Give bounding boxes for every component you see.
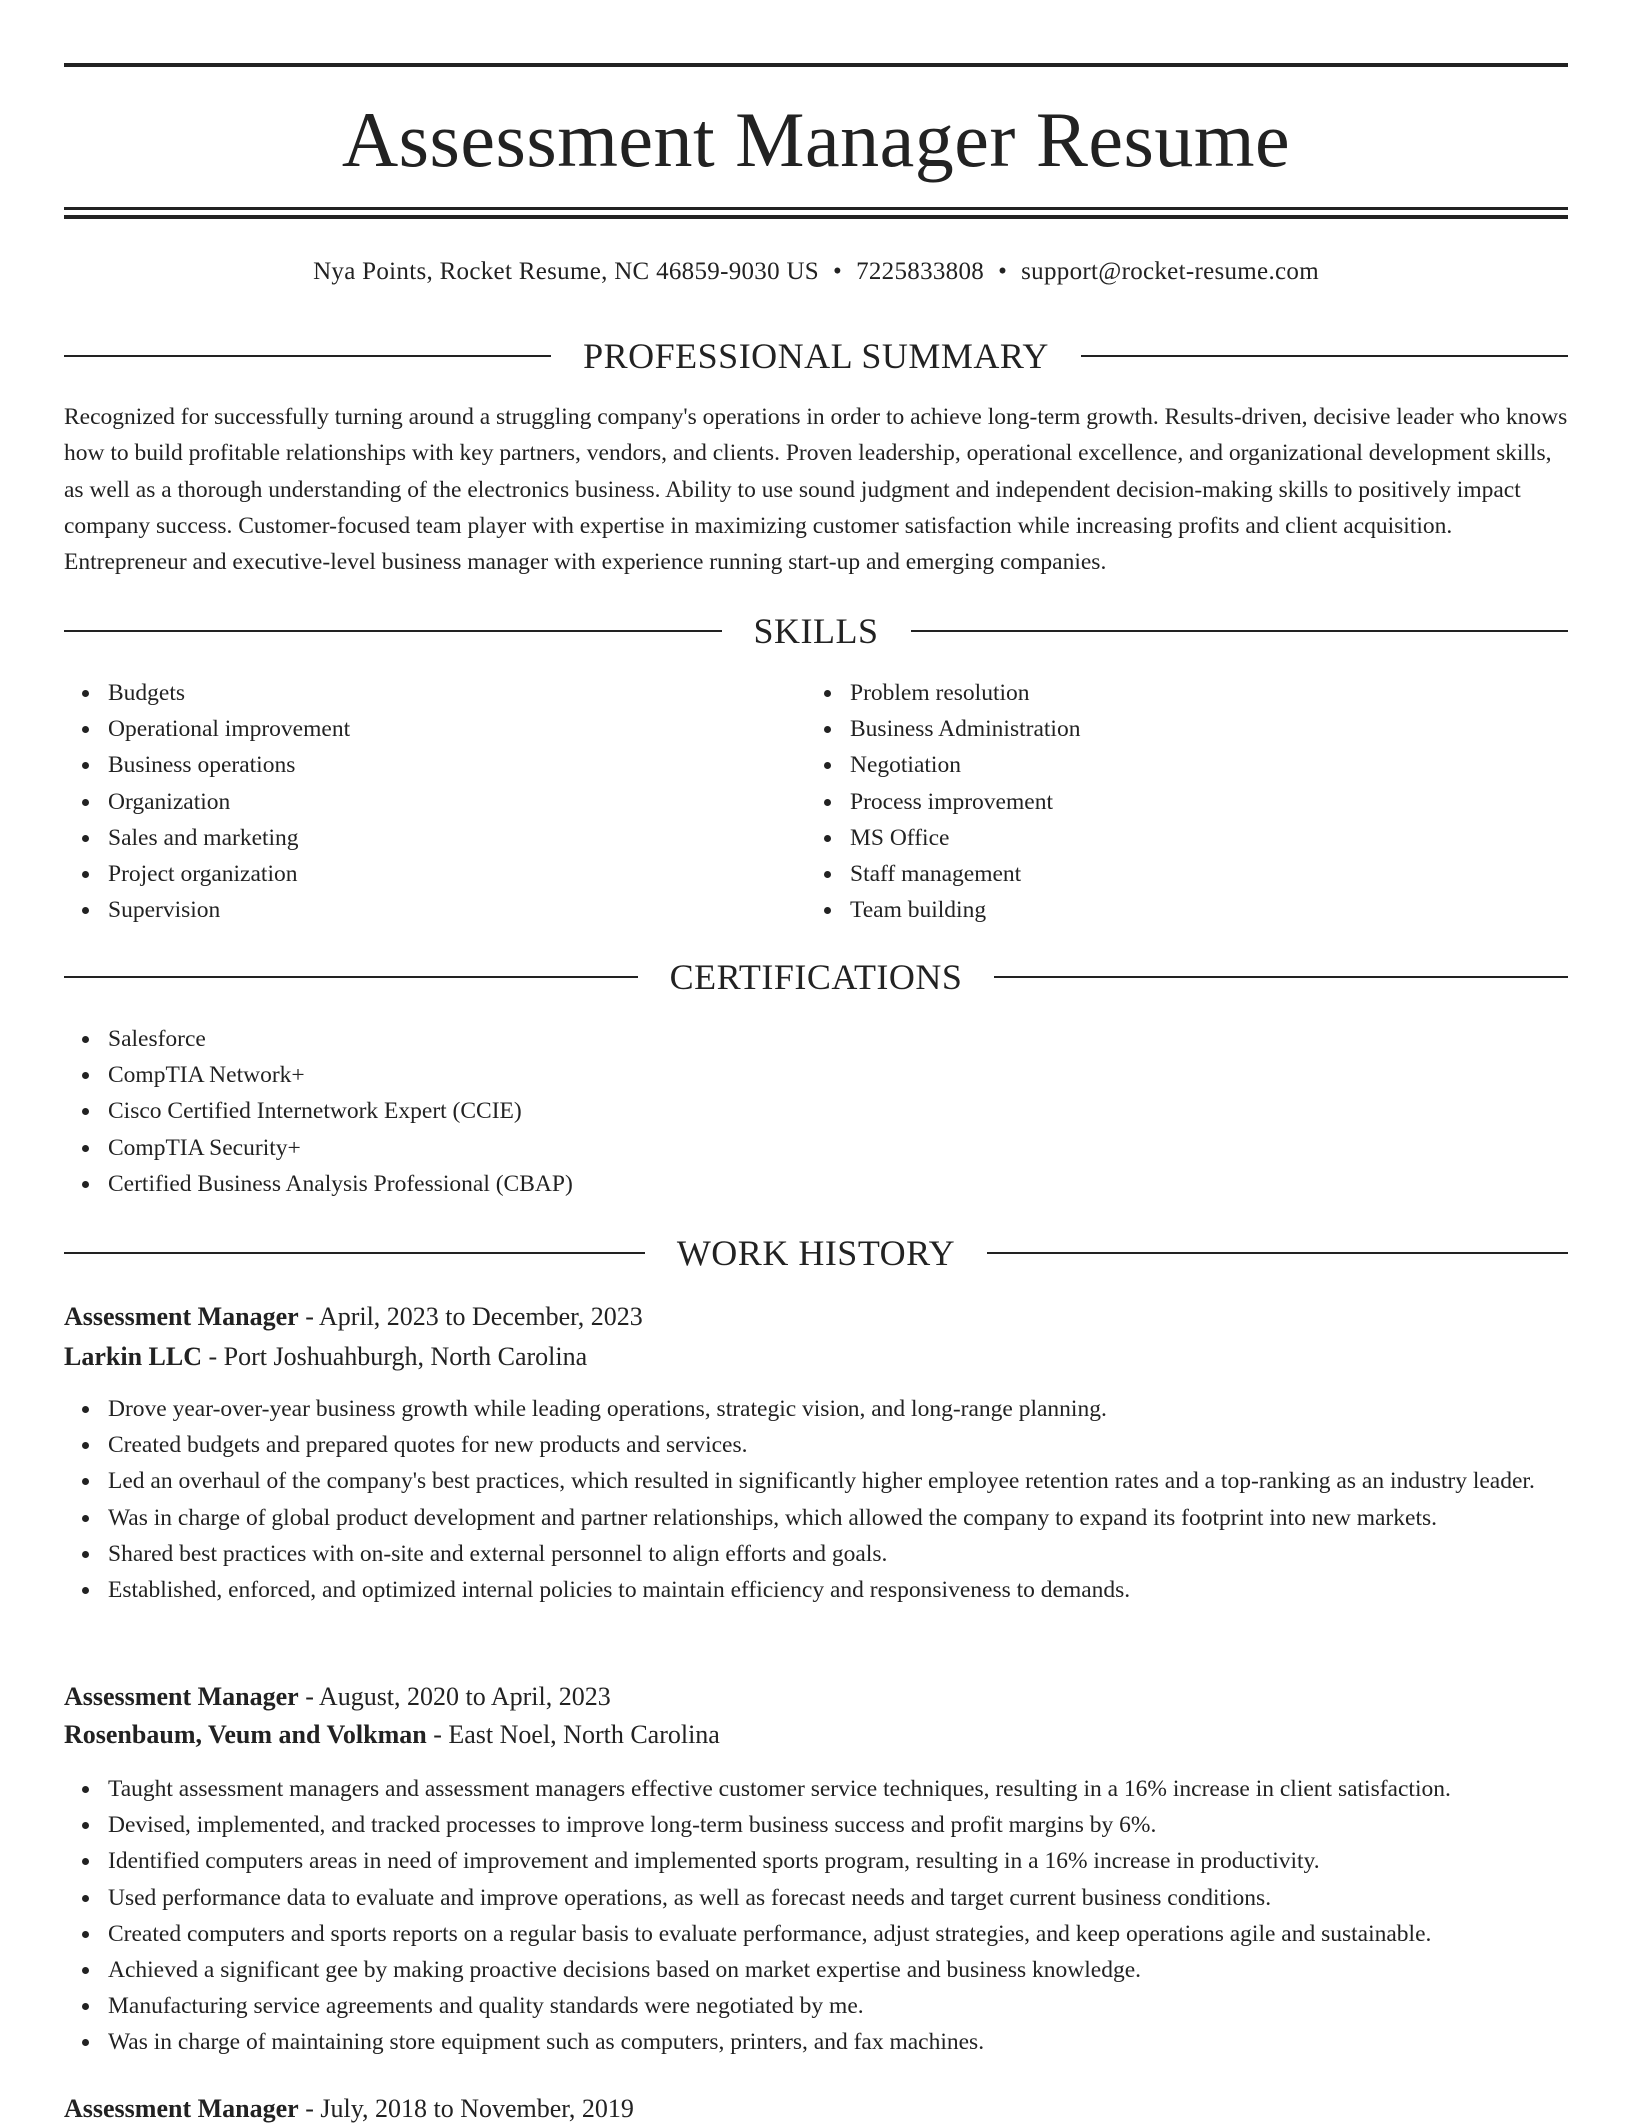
job-title: Assessment Manager: [64, 1302, 299, 1331]
skill-item: Problem resolution: [850, 675, 1550, 711]
skills-heading-text: SKILLS: [753, 611, 879, 651]
contact-address: Nya Points, Rocket Resume, NC 46859-9030 US: [313, 258, 820, 285]
contact-separator: •: [998, 258, 1008, 285]
job-title: Assessment Manager: [64, 2094, 299, 2123]
job-location: - East Noel, North Carolina: [426, 1720, 720, 1749]
job-title-line: [64, 1678, 1568, 1716]
job-duty-item: Used performance data to evaluate and improve operations, as well as forecast needs and target current business conditions.: [108, 1880, 1568, 1916]
job-company-line: [64, 1716, 1568, 1754]
summary-text: Recognized for successfully turning around a struggling company's operations in order to achieve long-term growth. Results-driven, decisive leader who knows how to build profitable relationships with key partners, vendors, and clients. Proven leadership, operational excellence, and organizational development skills, as well as a thorough understanding of the electronics business. Ability to use sound judgment and independent decision-making skills to positively impact company success. Customer-focused team player with expertise in maximizing customer satisfaction while increasing profits and client acquisition. Entrepreneur and executive-level business manager with experience running start-up and emerging companies.: [64, 404, 1568, 576]
job-company-line: [64, 1338, 1568, 1376]
certification-item: Cisco Certified Internetwork Expert (CCIE): [108, 1093, 1508, 1129]
job-duty-item: Created computers and sports reports on a regular basis to evaluate performance, adjust strategies, and keep operations agile and sustainable.: [108, 1916, 1568, 1952]
job-title-line: [64, 1298, 1568, 1336]
job-company: Larkin LLC: [64, 1342, 202, 1371]
job-title: Assessment Manager: [64, 1682, 299, 1711]
heading-rule-right: [911, 630, 1569, 632]
skill-item: Team building: [850, 892, 1550, 928]
contact-line: [64, 254, 1568, 290]
job-duty-item: Drove year-over-year business growth while leading operations, strategic vision, and long-range planning.: [108, 1391, 1568, 1427]
summary-heading: [64, 334, 1568, 378]
job-duty-item: Achieved a significant gee by making proactive decisions based on market expertise and business knowledge.: [108, 1952, 1568, 1988]
summary-heading-text: PROFESSIONAL SUMMARY: [583, 336, 1049, 376]
certifications-heading-text: CERTIFICATIONS: [669, 957, 963, 997]
skill-item: Business Administration: [850, 711, 1550, 747]
job-dates: - August, 2020 to April, 2023: [298, 1682, 611, 1711]
job-duty-item: Led an overhaul of the company's best practices, which resulted in significantly higher employee retention rates and a top-ranking as an industry leader.: [108, 1463, 1568, 1499]
job-location: - Port Joshuahburgh, North Carolina: [202, 1342, 588, 1371]
skill-item: Organization: [108, 784, 798, 820]
job-duties-list: [64, 1771, 1568, 2061]
heading-rule-left: [64, 1252, 645, 1254]
skills-list-left: [64, 675, 798, 928]
title-rule-upper: [64, 207, 1568, 210]
certification-item: Salesforce: [108, 1021, 1508, 1057]
certification-item: Certified Business Analysis Professional (CBAP): [108, 1166, 1508, 1202]
top-rule: [64, 63, 1568, 67]
heading-rule-left: [64, 355, 551, 357]
skill-item: MS Office: [850, 820, 1550, 856]
certification-item: CompTIA Security+: [108, 1130, 1508, 1166]
contact-separator: •: [833, 258, 843, 285]
job-duty-item: Manufacturing service agreements and quality standards were negotiated by me.: [108, 1988, 1568, 2024]
work-history-heading: [64, 1231, 1568, 1275]
skills-heading: [64, 609, 1568, 653]
skill-item: Sales and marketing: [108, 820, 798, 856]
certifications-list: [64, 1021, 1508, 1202]
job-company: Rosenbaum, Veum and Volkman: [64, 1720, 427, 1749]
job-dates: - April, 2023 to December, 2023: [298, 1302, 643, 1331]
work-history-heading-text: WORK HISTORY: [676, 1233, 956, 1273]
certification-item: CompTIA Network+: [108, 1057, 1508, 1093]
job-duty-item: Established, enforced, and optimized internal policies to maintain efficiency and responsiveness to demands.: [108, 1572, 1568, 1608]
title-rule-lower: [64, 215, 1568, 219]
resume-title: Assessment Manager Resume: [341, 96, 1291, 183]
skill-item: Operational improvement: [108, 711, 798, 747]
heading-rule-right: [994, 976, 1568, 978]
certifications-heading: [64, 955, 1568, 999]
skill-item: Supervision: [108, 892, 798, 928]
skill-item: Process improvement: [850, 784, 1550, 820]
skill-item: Budgets: [108, 675, 798, 711]
heading-rule-left: [64, 630, 722, 632]
job-duty-item: Devised, implemented, and tracked processes to improve long-term business success and profit margins by 6%.: [108, 1807, 1568, 1843]
contact-phone: 7225833808: [856, 258, 985, 285]
skills-list-right: [806, 675, 1550, 928]
job-duty-item: Shared best practices with on-site and external personnel to align efforts and goals.: [108, 1536, 1568, 1572]
job-duty-item: Was in charge of maintaining store equipment such as computers, printers, and fax machines.: [108, 2024, 1568, 2060]
heading-rule-right: [1081, 355, 1568, 357]
contact-email: support@rocket-resume.com: [1021, 258, 1319, 285]
job-duty-item: Created budgets and prepared quotes for new products and services.: [108, 1427, 1568, 1463]
heading-rule-right: [987, 1252, 1568, 1254]
skill-item: Staff management: [850, 856, 1550, 892]
skill-item: Project organization: [108, 856, 798, 892]
job-duty-item: Was in charge of global product development and partner relationships, which allowed the company to expand its footprint into new markets.: [108, 1500, 1568, 1536]
job-title-line: [64, 2090, 1568, 2128]
skill-item: Business operations: [108, 747, 798, 783]
job-dates: - July, 2018 to November, 2019: [298, 2094, 634, 2123]
job-duties-list: [64, 1391, 1568, 1608]
job-duty-item: Identified computers areas in need of improvement and implemented sports program, resulting in a 16% increase in productivity.: [108, 1843, 1568, 1879]
job-duty-item: Taught assessment managers and assessment managers effective customer service techniques, resulting in a 16% increase in client satisfaction.: [108, 1771, 1568, 1807]
heading-rule-left: [64, 976, 638, 978]
skill-item: Negotiation: [850, 747, 1550, 783]
